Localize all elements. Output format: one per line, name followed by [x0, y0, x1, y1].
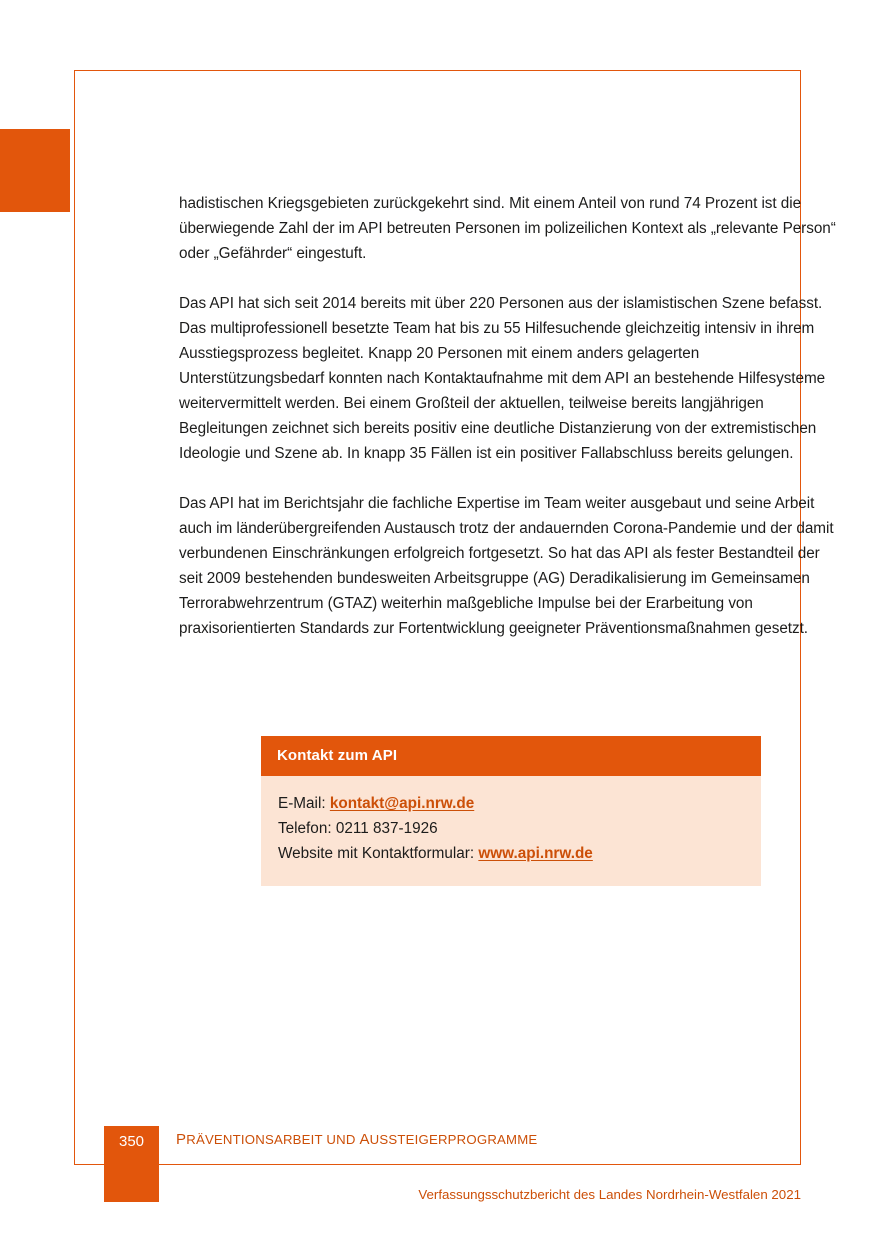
- footer-chapter-text-2: USSTEIGERPROGRAMME: [369, 1132, 538, 1147]
- contact-email-label: E-Mail:: [278, 795, 330, 812]
- footer-chapter-text-1: RÄVENTIONSARBEIT UND: [186, 1132, 360, 1147]
- contact-website-link[interactable]: www.api.nrw.de: [478, 845, 593, 862]
- contact-email-row: [278, 791, 745, 816]
- contact-phone-row: Telefon: 0211 837-1926: [278, 820, 438, 837]
- paragraph-2: Das API hat sich seit 2014 bereits mit über 220 Personen aus der islamistischen Szene befasst. Das multiprofessionell besetzte Team hat bis zu 55 Hilfesuchende gleichzeitig intensiv in ihrem Ausstiegsprozess begleitet. Knapp 20 Personen mit einem anders gelagerten Unterstützungsbedarf konnten nach Kontaktaufnahme mit dem API an bestehende Hilfesysteme weitervermittelt werden. Bei einem Großteil der aktuellen, teilweise bereits langjährigen Begleitungen zeichnet sich bereits positiv eine deutliche Distanzierung von der extremistischen Ideologie und Szene ab. In knapp 35 Fällen ist ein positiver Fallabschluss bereits gelungen.: [179, 295, 826, 462]
- contact-email-link[interactable]: kontakt@api.nrw.de: [329, 795, 475, 812]
- page-number-badge: [104, 1126, 159, 1202]
- contact-website-row: [278, 841, 745, 866]
- paragraph-1: hadistischen Kriegsgebieten zurückgekehrt sind. Mit einem Anteil von rund 74 Prozent ist die überwiegende Zahl der im API betreuten Personen im polizeilichen Kontext als „relevante Person“ oder „Gefährder“ eingestuft.: [179, 195, 836, 262]
- page-frame: [74, 70, 836, 1165]
- contact-box-title: Kontakt zum API: [261, 736, 761, 776]
- footer-report-line: Verfassungsschutzbericht des Landes Nordrhein-Westfalen 2021: [418, 1187, 801, 1202]
- contact-box: [261, 736, 761, 886]
- contact-website-label: Website mit Kontaktformular:: [278, 845, 479, 862]
- paragraph-3: Das API hat im Berichtsjahr die fachliche Expertise im Team weiter ausgebaut und seine Arbeit auch im länderübergreifenden Austausch trotz der andauernden Corona-Pandemie und der damit verbundenen Einschränkungen erfolgreich fortgesetzt. So hat das API als fester Bestandteil der seit 2009 bestehenden bundesweiten Arbeitsgruppe (AG) Deradikalisierung im Gemeinsamen Terrorabwehrzentrum (GTAZ) weiterhin maßgebliche Impulse bei der Erarbeitung von praxisorientierten Standards zur Fortentwicklung geeigneter Präventionsmaßnahmen gesetzt.: [179, 495, 834, 637]
- contact-box-body: [261, 776, 761, 886]
- page-body-text: [179, 191, 842, 641]
- footer-chapter-title: [176, 1131, 537, 1148]
- page-number: 350: [118, 1133, 145, 1150]
- footer-chapter-initial-1: P: [176, 1131, 187, 1148]
- footer-chapter-initial-2: A: [359, 1131, 370, 1148]
- decorative-left-tab: [0, 129, 70, 212]
